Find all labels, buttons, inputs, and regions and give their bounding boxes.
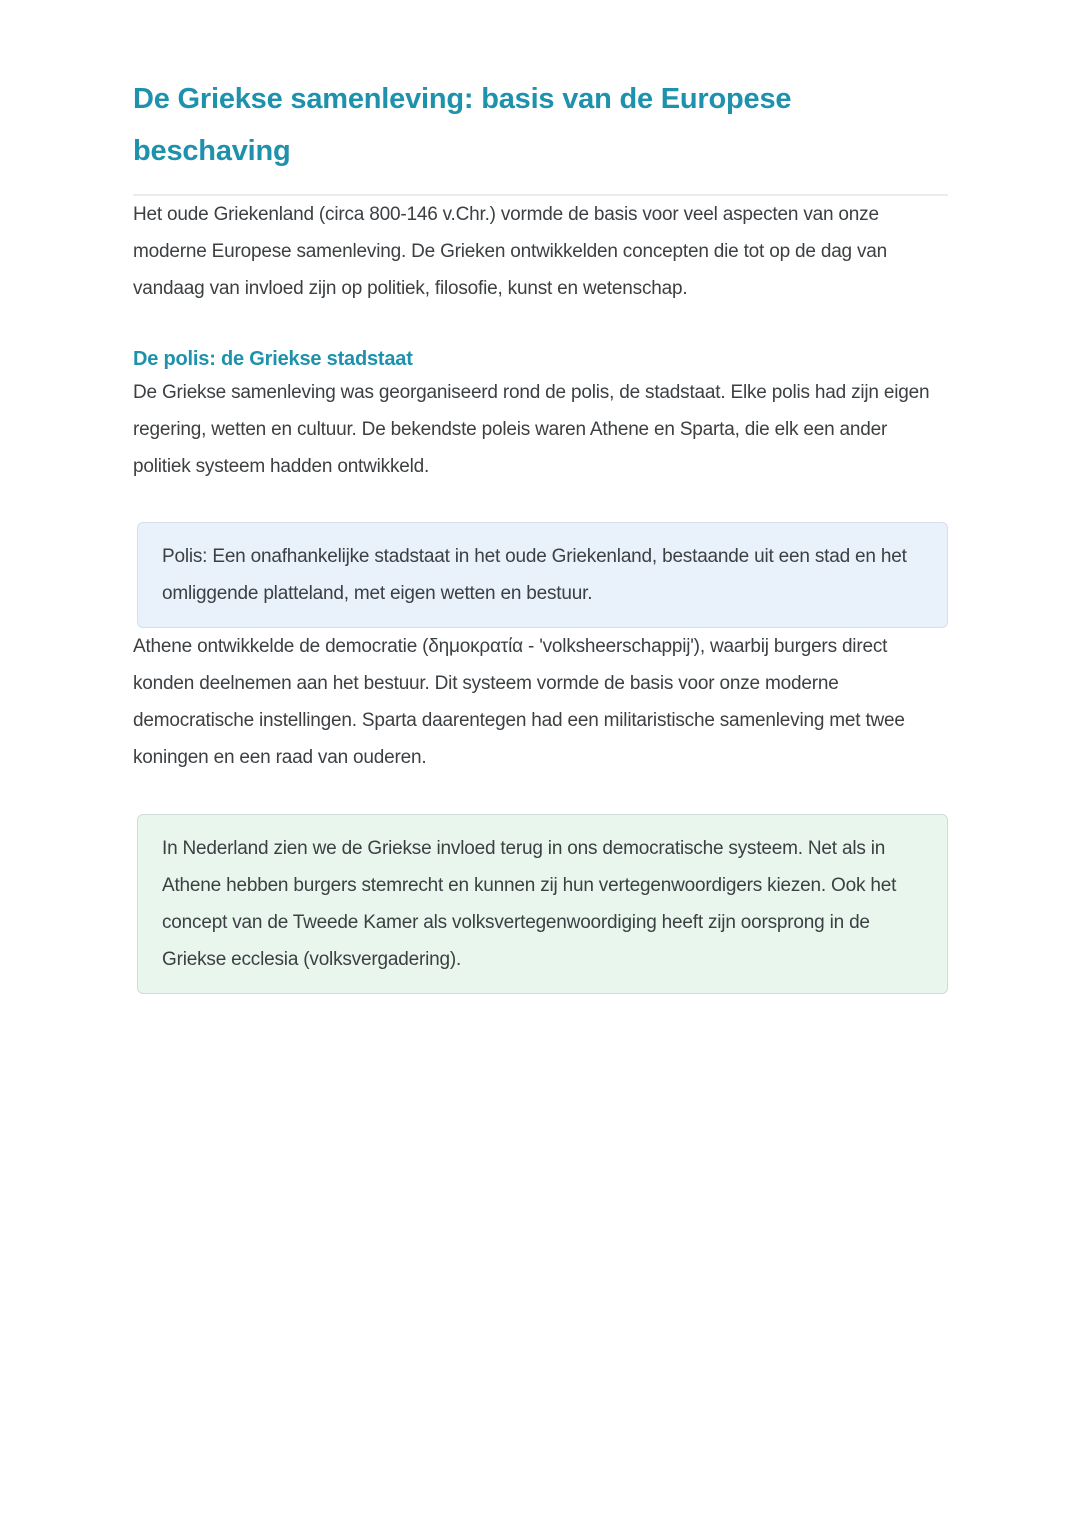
definition-callout <box>137 522 948 628</box>
definition-callout-text: Polis: Een onafhankelijke stadstaat in het oude Griekenland, bestaande uit een stad en het omliggende platteland, met eigen wetten en bestuur. <box>162 546 907 604</box>
paragraph-polis: De Griekse samenleving was georganiseerd rond de polis, de stadstaat. Elke polis had zijn eigen regering, wetten en cultuur. De bekendste poleis waren Athene en Sparta, die elk een ander politiek systeem hadden ontwikkeld. <box>133 382 930 477</box>
section-heading-polis: De polis: de Griekse stadstaat <box>133 348 413 370</box>
page-title: De Griekse samenleving: basis van de Europese beschaving <box>133 83 792 167</box>
document-content <box>133 0 948 994</box>
paragraph-intro: Het oude Griekenland (circa 800-146 v.Chr.) vormde de basis voor veel aspecten van onze moderne Europese samenleving. De Grieken ontwikkelden concepten die tot op de dag van vandaag van invloed zijn op politiek, filosofie, kunst en wetenschap. <box>133 204 888 299</box>
paragraph-democracy: Athene ontwikkelde de democratie (δημοκρατία - 'volksheerschappij'), waarbij burgers direct konden deelnemen aan het bestuur. Dit systeem vormde de basis voor onze moderne democratische instellingen. Sparta daarentegen had een militaristische samenleving met twee koningen en een raad van ouderen. <box>133 636 905 768</box>
example-callout-text: In Nederland zien we de Griekse invloed terug in ons democratische systeem. Net als in Athene hebben burgers stemrecht en kunnen zij hun vertegenwoordigers kiezen. Ook het concept van de Tweede Kamer als volksvertegenwoordiging heeft zijn oorsprong in de Griekse ecclesia (volksvergadering). <box>162 838 897 970</box>
example-callout <box>137 814 948 994</box>
